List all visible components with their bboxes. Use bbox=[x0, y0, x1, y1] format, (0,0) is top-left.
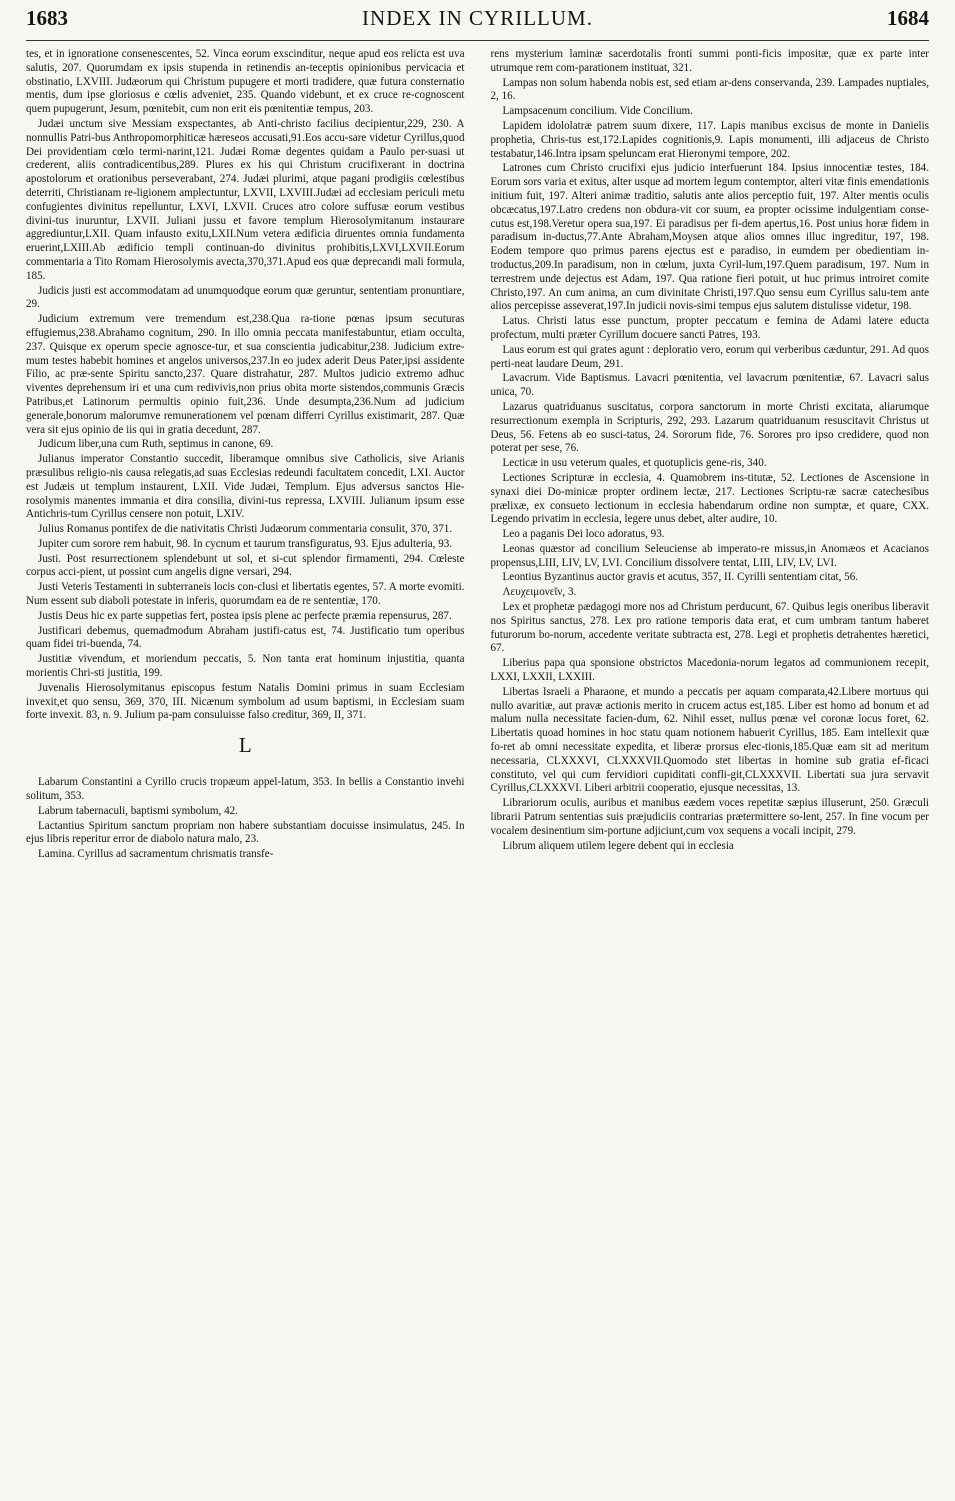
index-entry: Laus eorum est qui grates agunt : deploratio vero, eorum qui verberibus cæduntur, 291. Ad quos perti-neat laudare Deum, 291. bbox=[490, 343, 929, 370]
index-entry: Libertas Israeli a Pharaone, et mundo a peccatis per aquam comparata,42.Libere mortuus qui nullo avaritiæ, aut pravæ actionis merito in crucem actus est,185. Liber est homo ad bonum et ad malum nulla necessitate facien-dum, 62. Nihil esset, nullus pœnæ vel coronæ locus foret, 62. Libertatis quoad homines in hoc statu quam notionem habuerit Cyrillus, 185. Eam intellexit quæ fo-ret ab omni necessitate expedita, et liberæ prorsus elec-tionis,185.Quæ eam sit ad meritum necessaria, CLXXXVI, CLXXXVII.Quomodo stet libertas in homine sub gratia ef-ficaci constituto, vel qui cum fervidiori cupiditati confli-git,CLXXXVII. Libertati sua jura servavit Cyrillus,CLXXXVI. Liberi arbitrii cooperatio, ejusque necessitas, 13. bbox=[490, 685, 929, 795]
index-entry: Lamina. Cyrillus ad sacramentum chrismatis transfe- bbox=[38, 848, 274, 861]
index-entry: Judæi unctum sive Messiam exspectantes, ab Anti-christo facilius decipientur,229, 230. A nonnullis Patri-bus Anthropomorphiticæ hæreseos accusati,91.Eos accu-sare videtur Cyrillus,quod Dei providentiam cœlo termi-narint,121. Judæi Romæ degentes quidam a Paulo per-suasi ut crederent, aliis contradicentibus,289. Plures ex his qui Christum crucifixerant in doctrina apostolorum et orationibus perseverabant, 274. Judæi plurimi, atque pagani prodigiis cœlestibus deterriti, Christianam re-ligionem amplectuntur, LXVII, LXVIII.Judæi ad ecclesiam periculi metu confugientes divinitus repelluntur, LXVI, LXVII. Cruces atro colore suffusæ eorum vestibus divini-tus inuruntur, LXVII. Juliani jussu et favore templum Hierosolymitanum instaurare aggrediuntur,LXII. Quam infausto exitu,LXII.Num vetera ædificia diruentes omnia fundamenta eruerint,LXIII.Ab ædificio templi continuan-do divinitus prohibitis,LXVI,LXVII.Eorum commentaria a Tito Romam Hierosolymis avecta,370,371.Apud eos quæ deprecandi mali formula, 185. bbox=[26, 117, 465, 282]
index-entry: Justi. Post resurrectionem splendebunt ut sol, et si-cut splendor firmamenti, 294. Cœleste corpus acci-pient, ut possint cum angelis digne versari, 294. bbox=[26, 552, 465, 579]
two-column-body bbox=[26, 48, 929, 1498]
index-entry: Leonas quæstor ad concilium Seleuciense ab imperato-re missus,in Anomæos et Acacianos propensus,LIII, LIV, LV, LVI. Concilium dissolvere tentat, LIII, LIV, LV, LVI. bbox=[490, 542, 929, 569]
index-entry: rens mysterium laminæ sacerdotalis fronti summi ponti-ficis impositæ, quæ ex parte inter utrumque rem com-parationem instituat, 321. bbox=[490, 48, 929, 74]
right-column bbox=[491, 48, 930, 1498]
index-entry: Justis Deus hic ex parte suppetias fert, postea ipsis plene ac perfecte præmia repensurus, 287. bbox=[38, 609, 452, 622]
index-entry: Labrum tabernaculi, baptismi symbolum, 42. bbox=[38, 804, 238, 817]
index-entry: Lactantius Spiritum sanctum propriam non habere substantiam docuisse insimulatus, 245. In ejus libris reperitur error de diabolo natura malo, 23. bbox=[26, 819, 465, 846]
index-entry: Librum aliquem utilem legere debent qui in ecclesia bbox=[502, 839, 734, 852]
index-entry: Latrones cum Christo crucifixi ejus judicio interfuerunt 184. Ipsius innocentiæ testes, 184. Eorum sors varia et exitus, alter usque ad mortem legum contemptor, alteri vitæ finis emendationis initium fuit, 197. Alteri animæ traditio, salutis ante alios perceptio fuit, 197. Alter mentis oculis obcæcatus,197.Latro credens non obdura-vit cor suum, ea propter ocissime indulgentiam conse-cutus est,198.Veretur opera sua,197. Ei paradisus per fi-dem apertus,16. Post unius horæ fidem in paradisum in-ductus,77.Ante Abraham,Moysen atque alios omnes illuc ingreditur, 197, 198. Eodem tempore quo primus parens ejectus est e paradiso, in eumdem per obedientiam in-troductus,209.In paradisum, non in cœlum, juxta Cyril-lum,197.Quem paradisum, 197. Num in terrestrem unde dejectus est Adam, 197. Qua ratione fieri potuit, ut huc primus introiret comite Christo,197. An cum anima, an cum divinitate Christi,197.Quo sensu eum Cyrillus salu-tem ante alios percepisse asseverat,197.In judicii novis-simi tempus ejus salutem distulisse videtur, 198. bbox=[490, 162, 929, 313]
index-entry: Lecticæ in usu veterum quales, et quotuplicis gene-ris, 340. bbox=[502, 457, 767, 470]
index-entry: Liberius papa qua sponsione obstrictos Macedonia-norum legatos ad communionem recepit, LXXI, LXXII, LXXIII. bbox=[490, 657, 929, 684]
running-header bbox=[26, 6, 929, 41]
index-entry: Julius Romanus pontifex de die nativitatis Christi Judæorum commentaria consulit, 370, 371. bbox=[38, 523, 453, 536]
index-entry: Juvenalis Hierosolymitanus episcopus festum Natalis Domini primus in suam Ecclesiam invexit,et quo sensu, 369, 370, III. Nicænum symbolum ad usum baptismi, in Ecclesiam suam forte invexit. 83, n. 9. Julium pa-pam consuluisse falso creditur, 369, II, 371. bbox=[26, 681, 465, 722]
index-entry: Leontius Byzantinus auctor gravis et acutus, 357, II. Cyrilli sententiam citat, 56. bbox=[502, 571, 859, 584]
running-title: INDEX IN CYRILLUM. bbox=[362, 6, 593, 30]
index-entry: Λευχειμονεῖν, 3. bbox=[502, 586, 577, 599]
index-entry: Justi Veteris Testamenti in subterraneis locis con-clusi et libertatis egentes, 57. A morte evomiti. Num essent sub diaboli potestate in inferis, quorumdam ea de re sententiæ, 170. bbox=[26, 581, 465, 608]
index-entry: Justitiæ vivendum, et moriendum peccatis, 5. Non tanta erat hominum injustitia, quanta morientis Chri-sti justitia, 199. bbox=[26, 653, 465, 680]
index-entry: Labarum Constantini a Cyrillo crucis tropæum appel-latum, 353. In bellis a Constantio invehi solitum, 353. bbox=[26, 776, 465, 803]
index-entry: tes, et in ignoratione consenescentes, 52. Vinca eorum exscinditur, neque apud eos relicta est uva salutis, 207. Quorumdam ex ipsis stupenda in retinendis an-teceptis opinionibus pervicacia et obstinatio, LXVIII. Judæorum qui Christum pupugere et morti tradidere, quæ futura consternatio mentis, dum ipse gloriosus e cœlis adveniet, 235. Quando videbunt, et ex cruce re-cognoscent quem pupugerunt, Jesum, pœnitebit, cum non erit eis pœnitentiæ tempus, 203. bbox=[26, 48, 465, 116]
section-letter: L bbox=[238, 733, 252, 758]
index-entry: Julianus imperator Constantio succedit, liberamque omnibus sive Catholicis, sive Arianis præsulibus religio-nis causa relegatis,ad suas Ecclesias redeundi facultatem concedit, LXI. Auctor est Judæis ut templum instaurent, LXII. Vide Judæi, Templum. Ejus adversus sanctos Hie-rosolymis manentes immania et dira consilia, divini-tus repressa, LXVIII. Julianum ipsum esse Antichris-tum Cyrillus censere non potuit, LXIV. bbox=[26, 453, 465, 521]
index-entry: Leo a paganis Dei loco adoratus, 93. bbox=[502, 528, 665, 541]
index-entry: Lapidem idololatræ patrem suum dixere, 117. Lapis manibus excisus de monte in Danielis prophetia, Chris-tus est,172.Lapides cognitionis,9. Lapis monumenti, illi adjaceus de Christo testabatur,146.Intra ipsam speluncam erat Hieronymi tempore, 202. bbox=[490, 119, 929, 160]
index-entry: Lectiones Scripturæ in ecclesia, 4. Quamobrem ins-titutæ, 52. Lectiones de Ascensione in synaxi diei Do-minicæ propter ordinem lectæ, 217. Lectiones Scriptu-ræ sacræ catechesibus prælixæ, ex consueto lectionum in ecclesia habendarum ordine non sumptæ, et quare, CXX. Legendo privatim in ecclesia, legere unus debet, alter audire, 10. bbox=[490, 471, 929, 526]
index-entry: Judicium extremum vere tremendum est,238.Qua ra-tione pœnas ipsum secuturas effugiemus,238.Abrahamo cognitum, 290. In illo omnia peccata manifestabuntur, etiam occulta, 237. Quisque ex operum specie agnosce-tur, et sua conscientia judicabitur,238. Judicium extre-mum testes habebit homines et angelos universos,237.In eo judex aderit Deus Pater,ipsi assidente Filio, ac præ-sente Spiritu sancto,237. Quare distrahatur, 287. Multos judicio extremo adhuc viventes deprehensum iri et una cum redivivis,non prius obita morte sistendos,communis Græcis Patribus,et Latinorum permultis opinio fuit,236. Unde desumpta,236.Num ad judicium generale,bonorum malorumve remunerationem vel pœnam differri Cyrillus existimarit, 287. Quæ vera sit ejus opinio de iis qui in gratia decedunt, 287. bbox=[26, 313, 465, 436]
index-entry: Librariorum oculis, auribus et manibus eædem voces repetitæ sæpius illuserunt, 250. Græculi librarii Patrum sententias suis præjudiciis contrarias prætermittere so-lent, 257. In fine vocum per vocalem desinentium sim-portune adjiciunt,cum vox sequens a vocali incipit, 279. bbox=[490, 797, 929, 837]
index-entry: Judicum liber,una cum Ruth, septimus in canone, 69. bbox=[38, 438, 274, 451]
index-entry: Lampas non solum habenda nobis est, sed etiam ar-dens conservanda, 239. Lampades nuptiales, 2, 16. bbox=[490, 76, 929, 103]
index-entry: Justificari debemus, quemadmodum Abraham justifi-catus est, 74. Justificatio tum operibus quam fidei tri-buenda, 74. bbox=[26, 624, 465, 651]
index-entry: Lex et prophetæ pædagogi more nos ad Christum perducunt, 67. Quibus legis oneribus liberavit nos Spiritus sanctus, 278. Lex pro ratione temporis data erat, et cum umbram tantum haberet futurorum bo-norum, accedente veritate subtracta est, 278. Legi et prophetis detrahentes hæretici, 67. bbox=[490, 601, 929, 655]
page-number-left: 1683 bbox=[26, 6, 68, 30]
page-number-right: 1684 bbox=[887, 6, 929, 30]
index-entry: Lampsacenum concilium. Vide Concilium. bbox=[502, 105, 693, 118]
index-entry: Lavacrum. Vide Baptismus. Lavacri pœnitentia, vel lavacrum pœnitentiæ, 67. Lavacri salus unica, 70. bbox=[490, 372, 929, 399]
left-column bbox=[26, 48, 465, 1498]
index-entry: Lazarus quatriduanus suscitatus, corpora sanctorum in morte Christi excitata, aliarumque resurrectionum exempla in Scripturis, 292, 293. Lazarum quatriduanum resuscitavit Christus ut Deus, 56. Fetens ab eo susci-tatus, 24. Sororum fide, 76. Sorores pro ipso credidere, quod non poterat per sese, 76. bbox=[490, 400, 929, 455]
index-entry: Judicis justi est accommodatam ad unumquodque eorum quæ geruntur, sententiam pronuntiare, 29. bbox=[26, 284, 465, 311]
index-entry: Jupiter cum sorore rem habuit, 98. In cycnum et taurum transfiguratus, 93. Ejus adulteria, 93. bbox=[38, 537, 453, 550]
index-entry: Latus. Christi latus esse punctum, propter peccatum e femina de Adami latere educta profectum, multi præter Cyrillum docuere sancti Patres, 193. bbox=[490, 315, 929, 341]
